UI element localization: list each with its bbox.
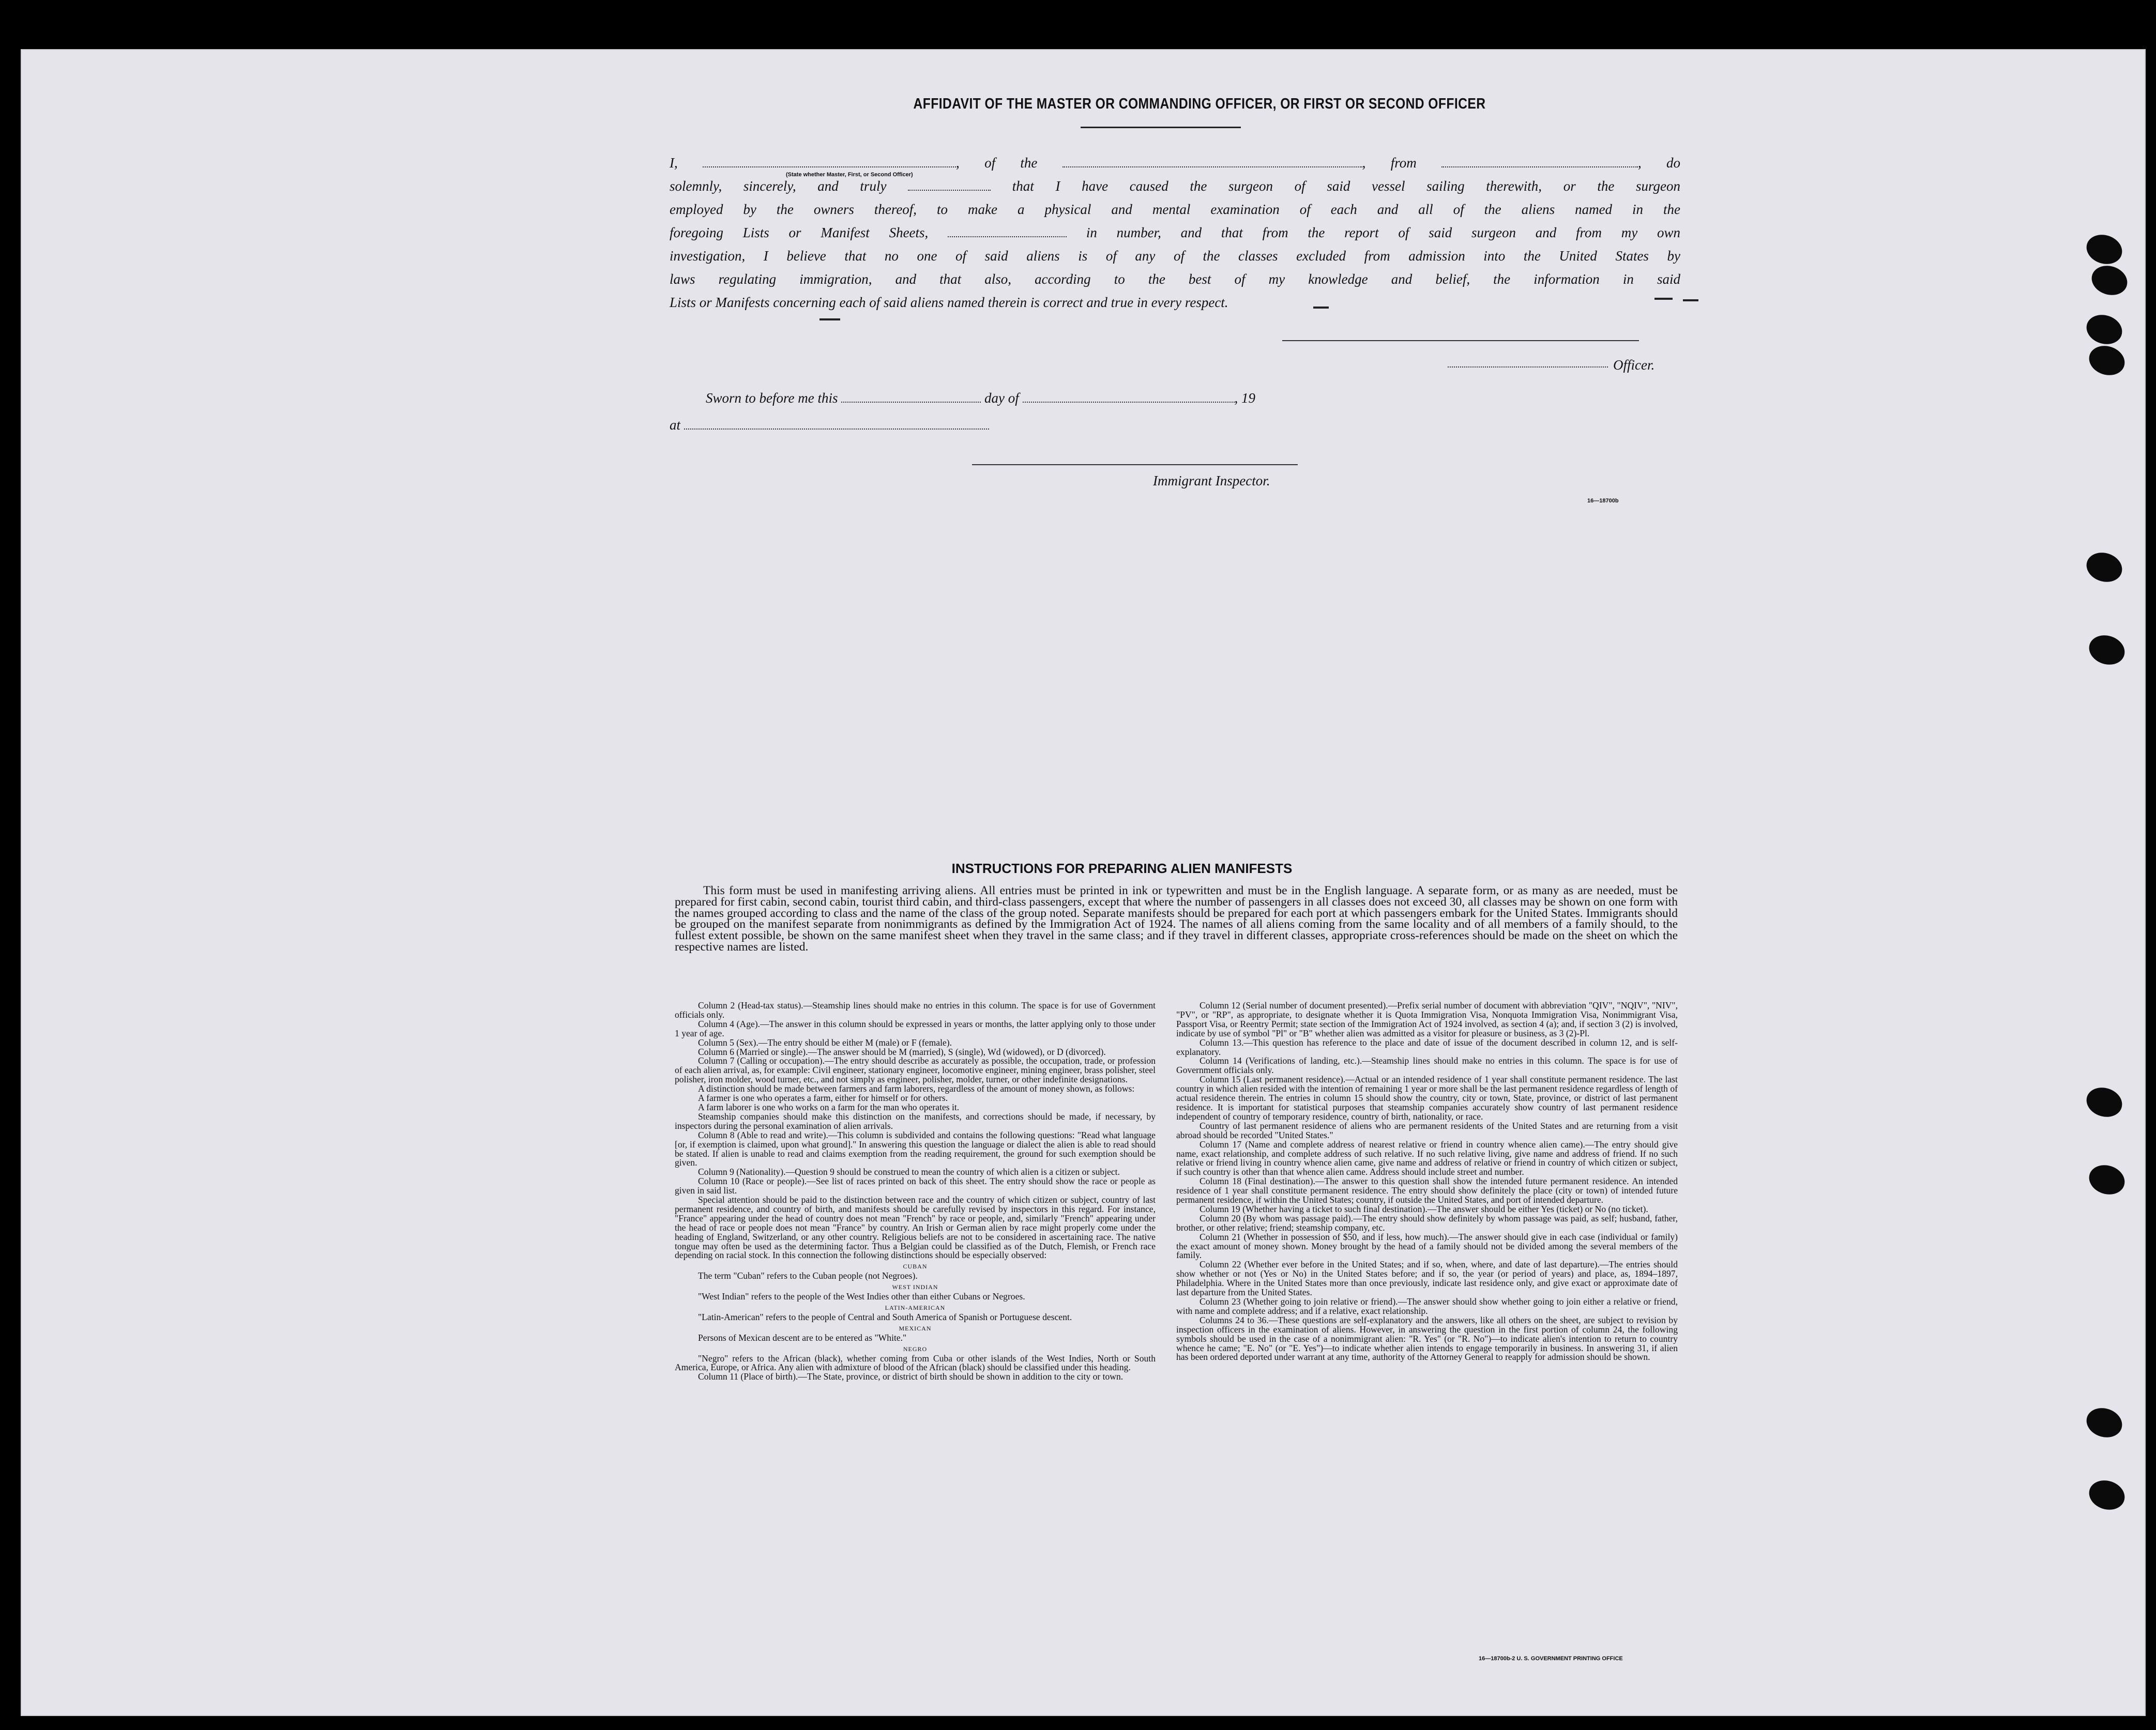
title-rule xyxy=(1081,127,1241,128)
sworn-text: day of xyxy=(984,390,1019,406)
sworn-place-field[interactable] xyxy=(684,418,989,430)
instruction-paragraph: Column 20 (By whom was passage paid).—The entry should show definitely by whom passage was paid, as self; husband, father, brother, or other relative; friend; steamship company, etc. xyxy=(1176,1213,1678,1233)
vessel-name-field[interactable] xyxy=(1062,156,1362,167)
inspector-label: Immigrant Inspector. xyxy=(1153,473,1270,488)
pencil-mark xyxy=(1313,307,1329,309)
at-label: at xyxy=(670,417,681,433)
affidavit-text: I, xyxy=(670,155,678,171)
instruction-paragraph: Column 17 (Name and complete address of nearest relative or friend in country whence alien came).—The entry should give name, exact relationship, and complete address of such relative. If no such relative living, give name and address of friend. If no such relative or friend living in country whence alien came, give name and address of relative or friend in country of which citizen or subject, if such country is other than that whence alien came. Address should include street and number. xyxy=(1176,1139,1678,1177)
instruction-paragraph: Column 5 (Sex).—The entry should be either M (male) or F (female). xyxy=(698,1037,952,1048)
officer-signature-line[interactable] xyxy=(1282,340,1639,341)
at-line xyxy=(670,417,989,433)
affidavit-line-7: Lists or Manifests concerning each of said aliens named therein is correct and true in every respect. xyxy=(670,295,1228,310)
affidavit-line-5: investigation, I believe that no one of said aliens is of any of the classes excluded from admission into the United States by xyxy=(670,248,1680,264)
binding-hole xyxy=(2085,1161,2129,1199)
instruction-paragraph: The term "Cuban" refers to the Cuban people (not Negroes). xyxy=(698,1270,918,1281)
affidavit-text: , do xyxy=(1638,155,1681,171)
binding-hole xyxy=(2085,342,2129,380)
state-note: (State whether Master, First, or Second Officer) xyxy=(786,172,913,178)
instruction-paragraph: A distinction should be made between farmers and farm laborers, regardless of the amount of money shown, as follows: xyxy=(698,1083,1135,1094)
instruction-paragraph: A farmer is one who operates a farm, either for himself or for others. xyxy=(698,1093,948,1104)
instruction-paragraph: Column 14 (Verifications of landing, etc.).—Steamship lines should make no entries in this column. The space is for use of Government officials only. xyxy=(1176,1055,1678,1076)
officer-title-line[interactable] xyxy=(1448,365,1608,368)
instruction-paragraph: "West Indian" refers to the people of the West Indies other than either Cubans or Negroes. xyxy=(698,1291,1025,1302)
officer-rank-field[interactable] xyxy=(703,156,956,167)
instruction-paragraph: Steamship companies should make this distinction on the manifests, and corrections should be made, if necessary, by inspectors during the personal examination of alien arrivals. xyxy=(675,1111,1156,1131)
instruction-paragraph: "Negro" refers to the African (black), whether coming from Cuba or other islands of the West Indies, North or South America, Europe, or Africa. Any alien with admixture of blood of the African (black) should be classified under this heading. xyxy=(675,1353,1156,1373)
instructions-title: INSTRUCTIONS FOR PREPARING ALIEN MANIFESTS xyxy=(951,861,1293,876)
binding-hole xyxy=(2083,311,2126,349)
instructions-intro: This form must be used in manifesting arriving aliens. All entries must be printed in ink or typewritten and must be in the English language. A separate form, or as many as are needed, must be prepared for first cabin, second cabin, tourist third cabin, and third-class passengers, except that where the number of passengers in all classes does not exceed 30, all classes may be shown on one form with the names grouped according to class and the name of the class of the group noted. Separate manifests should be prepared for each port at which passengers embark for the United States. Immigrants should be grouped on the manifest separate from nonimmigrants as defined by the Immigration Act of 1924. The names of all aliens coming from the same locality and of all members of a family should, to the fullest extent possible, be shown on the same manifest sheet when they travel in the same class; and if they travel in different classes, appropriate cross-references should be made on the sheet on which the respective names are listed. xyxy=(675,884,1678,954)
instruction-paragraph: Column 19 (Whether having a ticket to such final destination).—The answer should be either Yes (ticket) or No (no ticket). xyxy=(1200,1203,1648,1214)
affidavit-line-4 xyxy=(670,221,1680,244)
pencil-mark xyxy=(1683,299,1698,301)
instruction-paragraph: Column 12 (Serial number of document presented).—Prefix serial number of document with abbreviation "QIV", "NQIV", "NIV", "PV", or "RP", as appropriate, to designate whether it is Quota Immigration Visa, Nonquota Immigration Visa, Nonimmigrant Visa, Passport Visa, or Reentry Permit; state section of the Immigration Act of 1924 involved, as section 4 (a); and, if section 3 (2) is involved, indicate by use of symbol "Pl" or "B" whether alien was admitted as a visitor for pleasure or business, as 3 (2)-Pl. xyxy=(1176,1000,1678,1038)
binding-hole xyxy=(2083,548,2126,587)
declaration-field[interactable] xyxy=(908,179,991,191)
instructions-right-column xyxy=(1176,1001,1678,1362)
sheet-count-field[interactable] xyxy=(948,226,1067,237)
instruction-paragraph: Column 2 (Head-tax status).—Steamship lines should make no entries in this column. The space is for use of Government officials only. xyxy=(675,1000,1156,1020)
instruction-paragraph: Column 4 (Age).—The answer in this column should be expressed in years or months, the latter applying only to those under 1 year of age. xyxy=(675,1018,1156,1038)
sworn-month-field[interactable] xyxy=(1023,391,1235,403)
instruction-paragraph: Columns 24 to 36.—These questions are self-explanatory and the answers, like all others on the sheet, are subject to revision by inspection officers in the examination of aliens. However, in answering the question in the first portion of column 24, the following symbols should be used in the case of a nonimmigrant alien: "R. Yes" (or "R. No")—to indicate alien's intention to return to country whence he came; "E. No" (or "E. Yes")—to indicate whether alien intends to engage temporarily in business. In answering 31, if alien has been ordered deported under warrant at any time, authority of the Attorney General to reapply for admission should be shown. xyxy=(1176,1314,1678,1362)
sworn-text: , 19 xyxy=(1234,390,1255,406)
binding-hole xyxy=(2083,1083,2126,1122)
affidavit-line-2 xyxy=(670,175,1680,198)
sworn-line xyxy=(706,390,1255,406)
affidavit-text: in number, and that from the report of said surgeon and from my own xyxy=(1086,225,1681,240)
manifest-sheet xyxy=(21,49,2146,1716)
subhead-latin-american: LATIN-AMERICAN xyxy=(885,1304,946,1311)
instruction-paragraph: Column 6 (Married or single).—The answer should be M (married), S (single), Wd (widowed), or D (divorced). xyxy=(698,1046,1106,1057)
inspector-signature-line[interactable] xyxy=(972,464,1298,465)
affidavit-title: AFFIDAVIT OF THE MASTER OR COMMANDING OFFICER, OR FIRST OR SECOND OFFICER xyxy=(913,96,1486,112)
binding-hole xyxy=(2088,262,2131,300)
affidavit-text: solemnly, sincerely, and truly xyxy=(670,178,887,194)
affidavit-text: that I have caused the surgeon of said vessel sailing therewith, or the surgeon xyxy=(1012,178,1681,194)
affidavit-text: , of the xyxy=(956,155,1038,171)
instructions-left-column xyxy=(675,1001,1156,1382)
instruction-paragraph: Special attention should be paid to the distinction between race and the country of which citizen or subject, country of last permanent residence, and country of birth, and manifests should be carefully revised by inspectors in this regard. For instance, "France" appearing under the head of country does not mean "French" by race or people, and, similarly "French" appearing under the head of race or people does not mean "France" by country. An Irish or German alien by race might properly come under the heading of England, Switzerland, or any other country. Religious beliefs are not to be considered in ascertaining race. The native tongue may often be used as the determining factor. Thus a Belgian could be classified as of the Dutch, Flemish, or French race depending on racial stock. In this connection the following distinctions should be especially observed: xyxy=(675,1195,1156,1261)
instruction-paragraph: Persons of Mexican descent are to be entered as "White." xyxy=(698,1332,907,1343)
instruction-paragraph: Column 15 (Last permanent residence).—Actual or an intended residence of 1 year shall constitute permanent residence. The last country in which alien resided with the intention of remaining 1 year or more shall be the last permanent residence regardless of length of actual residence therein. The entries in column 15 should show the country, city or town, State, province, or district of last permanent residence. It is important for statistical purposes that steamship companies accurately show country of last permanent residence independent of country of temporary residence, country of birth, nationality, or race. xyxy=(1176,1074,1678,1122)
pencil-mark xyxy=(1654,298,1673,300)
affidavit-text: , from xyxy=(1362,155,1417,171)
instruction-paragraph: Column 13.—This question has reference to the place and date of issue of the document described in column 12, and is self-explanatory. xyxy=(1176,1037,1678,1057)
officer-label: Officer. xyxy=(1613,357,1655,373)
affidavit-text: foregoing Lists or Manifest Sheets, xyxy=(670,225,929,240)
pencil-mark xyxy=(819,318,840,320)
instruction-paragraph: Country of last permanent residence of aliens who are permanent residents of the United States and are returning from a visit abroad should be recorded "United States." xyxy=(1176,1120,1678,1140)
instruction-paragraph: A farm laborer is one who works on a farm for the man who operates it. xyxy=(698,1101,960,1112)
instruction-paragraph: Column 9 (Nationality).—Question 9 should be construed to mean the country of which alien is a citizen or subject. xyxy=(698,1167,1120,1177)
affidavit-line-6: laws regulating immigration, and that also, according to the best of my knowledge and belief, the information in said xyxy=(670,271,1680,287)
affidavit-line-3: employed by the owners thereof, to make a physical and mental examination of each and all of the aliens named in the xyxy=(670,202,1680,217)
binding-hole xyxy=(2085,1476,2129,1514)
instruction-paragraph: Column 18 (Final destination).—The answer to this question shall show the intended future permanent residence. An intended residence of 1 year shall constitute permanent residence. The entry should show definitely the place (city or town) of intended future permanent residence, if within the United States; country, if outside the United States, and port of intended departure. xyxy=(1176,1176,1678,1205)
subhead-cuban: CUBAN xyxy=(903,1263,928,1270)
port-field[interactable] xyxy=(1441,156,1638,167)
binding-hole xyxy=(2085,631,2129,669)
subhead-mexican: MEXICAN xyxy=(899,1324,932,1332)
instruction-paragraph: "Latin-American" refers to the people of Central and South America of Spanish or Portuguese descent. xyxy=(698,1311,1072,1322)
subhead-west-indian: WEST INDIAN xyxy=(892,1283,938,1291)
binding-hole xyxy=(2083,231,2126,269)
sworn-day-field[interactable] xyxy=(841,391,981,403)
subhead-negro: NEGRO xyxy=(903,1345,928,1353)
instruction-paragraph: Column 11 (Place of birth).—The State, province, or district of birth should be shown in addition to the city or town. xyxy=(698,1371,1123,1382)
footer-form-number: 16—18700b-2 U. S. GOVERNMENT PRINTING OFFICE xyxy=(1479,1656,1623,1662)
instruction-paragraph: Column 21 (Whether in possession of $50, and if less, how much).—The answer should give in each case (individual or family) the exact amount of money shown. Money brought by the head of a family should not be divided among the several members of the family. xyxy=(1176,1231,1678,1261)
instruction-paragraph: Column 8 (Able to read and write).—This column is subdivided and contains the following questions: "Read what language [or, if exemption is claimed, upon what ground]." In answering this question the language or dialect the alien is able to read should be stated. If alien is unable to read and claims exemption from the reading requirement, the ground for such exemption should be given. xyxy=(675,1129,1156,1168)
instruction-paragraph: Column 7 (Calling or occupation).—The entry should describe as accurately as possible, the occupation, trade, or profession of each alien arrival, as, for example: Civil engineer, stationary engineer, locomotive engineer, mining engineer, brass polisher, steel polisher, iron molder, wood turner, etc., and not simply as engineer, polisher, molder, turner, or other indefinite designations. xyxy=(675,1055,1156,1085)
instruction-paragraph: Column 22 (Whether ever before in the United States; and if so, when, where, and date of last departure).—The entries should show whether or not (Yes or No) in the United States before; and if so, the year (or period of years) and place, as, 1894–1897, Philadelphia. Where in the United States more than once previously, indicate last residence only, and give exact or approximate date of last departure from the United States. xyxy=(1176,1259,1678,1298)
binding-hole xyxy=(2083,1404,2126,1442)
sworn-text: Sworn to before me this xyxy=(706,390,838,406)
instruction-paragraph: Column 10 (Race or people).—See list of races printed on back of this sheet. The entry should show the race or people as given in said list. xyxy=(675,1176,1156,1196)
form-number: 16—18700b xyxy=(1587,498,1619,504)
instruction-paragraph: Column 23 (Whether going to join relative or friend).—The answer should show whether going to join either a relative or friend, with name and complete address; and if a relative, exact relationship. xyxy=(1176,1296,1678,1316)
